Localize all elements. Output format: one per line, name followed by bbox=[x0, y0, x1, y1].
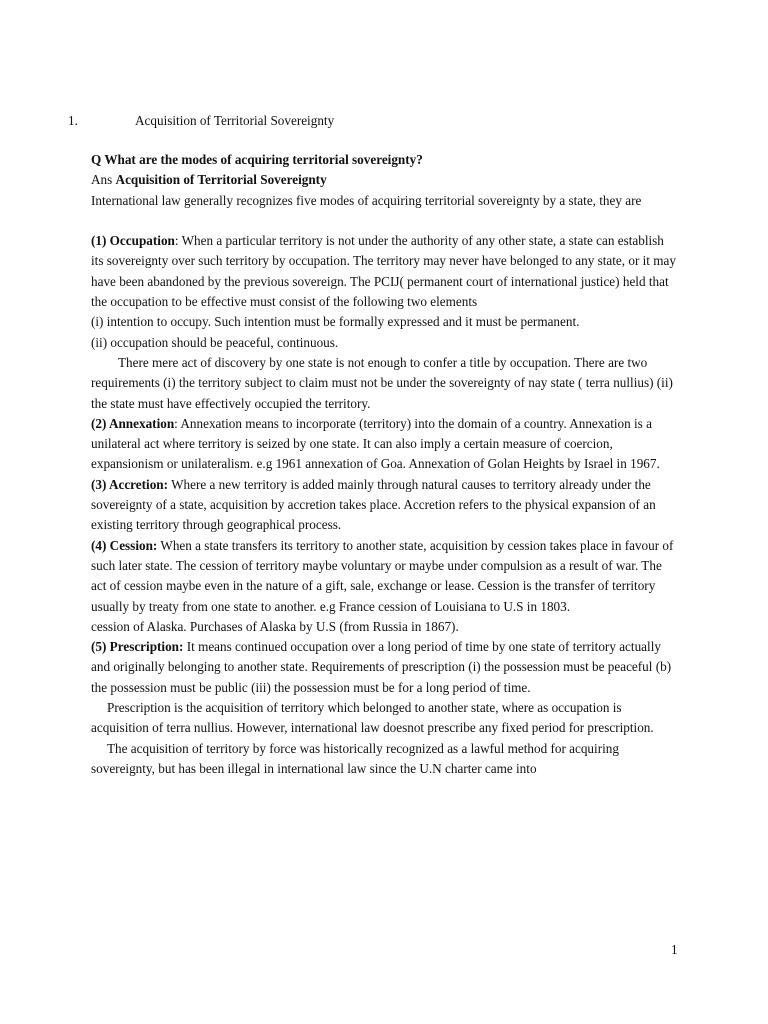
cession-text: When a state transfers its territory to another state, acquisition by cession takes place in favour of such later state. The cession of territory maybe voluntary or maybe under compulsion as a result of war. The act of cession maybe even in the nature of a gift, sale, exchange or lease. Cession is the transfer of territory usually by treaty from one state to another. e.g France cession of Louisiana to U.S in 1803. bbox=[91, 537, 674, 614]
spacer bbox=[91, 211, 677, 231]
question bbox=[91, 150, 677, 170]
cession-alaska: cession of Alaska. Purchases of Alaska by U.S (from Russia in 1867). bbox=[91, 618, 459, 634]
intro-paragraph: International law generally recognizes five modes of acquiring territorial sovereignty by a state, they are bbox=[91, 192, 642, 208]
prescription-note: Prescription is the acquisition of territory which belonged to another state, where as occupation is acquisition of terra nullius. However, international law doesnot prescribe any fixed period for prescription. bbox=[91, 700, 654, 736]
occupation-element-1: (i) intention to occupy. Such intention must be formally expressed and it must be permanent. bbox=[91, 314, 580, 330]
occupation-element-2: (ii) occupation should be peaceful, continuous. bbox=[91, 334, 339, 350]
prescription-paragraph bbox=[91, 637, 677, 698]
question-text: Q What are the modes of acquiring territorial sovereignty? bbox=[91, 152, 423, 167]
cession-paragraph bbox=[91, 536, 677, 617]
answer-title: Acquisition of Territorial Sovereignty bbox=[115, 172, 327, 188]
answer-heading bbox=[91, 170, 677, 190]
annexation-paragraph bbox=[91, 414, 677, 475]
section-number: 1. bbox=[68, 113, 78, 128]
discovery-paragraph: There mere act of discovery by one state is not enough to confer a title by occupation. There are two requirements (i) the territory subject to claim must not be under the sovereignty of nay state ( terra nullius) (ii) the state must have effectively occupied the territory. bbox=[91, 354, 673, 411]
accretion-paragraph bbox=[91, 475, 677, 536]
page-number: 1 bbox=[671, 942, 678, 957]
accretion-label: (3) Accretion: bbox=[91, 476, 169, 492]
answer-prefix: Ans bbox=[91, 172, 116, 188]
section-title: Acquisition of Territorial Sovereignty bbox=[135, 113, 335, 128]
occupation-text: : When a particular territory is not under the authority of any other state, a state can establish its sovereignty over such territory by occupation. The territory may never have belonged to any state, or it may have been abandoned by the previous sovereign. The PCIJ( permanent court of international justice) held that the occupation to be effective must consist of the following two elements bbox=[91, 233, 676, 310]
occupation-label: (1) Occupation bbox=[91, 233, 175, 249]
accretion-text: Where a new territory is added mainly through natural causes to territory already under the sovereignty of a state, acquisition by accretion takes place. Accretion refers to the physical expansion of an existing territory through geographical process. bbox=[91, 476, 656, 533]
occupation-paragraph bbox=[91, 231, 677, 312]
document-body bbox=[91, 150, 677, 779]
cession-label: (4) Cession: bbox=[91, 537, 158, 553]
annexation-text: : Annexation means to incorporate (territory) into the domain of a country. Annexation is a unilateral act where territory is seized by one state. It can also imply a certain measure of coercion, expansionism or unilateralism. e.g 1961 annexation of Goa. Annexation of Golan Heights by Israel in 1967. bbox=[91, 415, 660, 472]
prescription-label: (5) Prescription: bbox=[91, 639, 184, 655]
force-paragraph: The acquisition of territory by force was historically recognized as a lawful method for acquiring sovereignty, but has been illegal in international law since the U.N charter came into bbox=[91, 740, 619, 776]
prescription-text: It means continued occupation over a long period of time by one state of territory actually and originally belonging to another state. Requirements of prescription (i) the possession must be peaceful (b) the possession must be public (iii) the possession must be for a long period of time. bbox=[91, 639, 672, 695]
annexation-label: (2) Annexation bbox=[91, 415, 175, 431]
